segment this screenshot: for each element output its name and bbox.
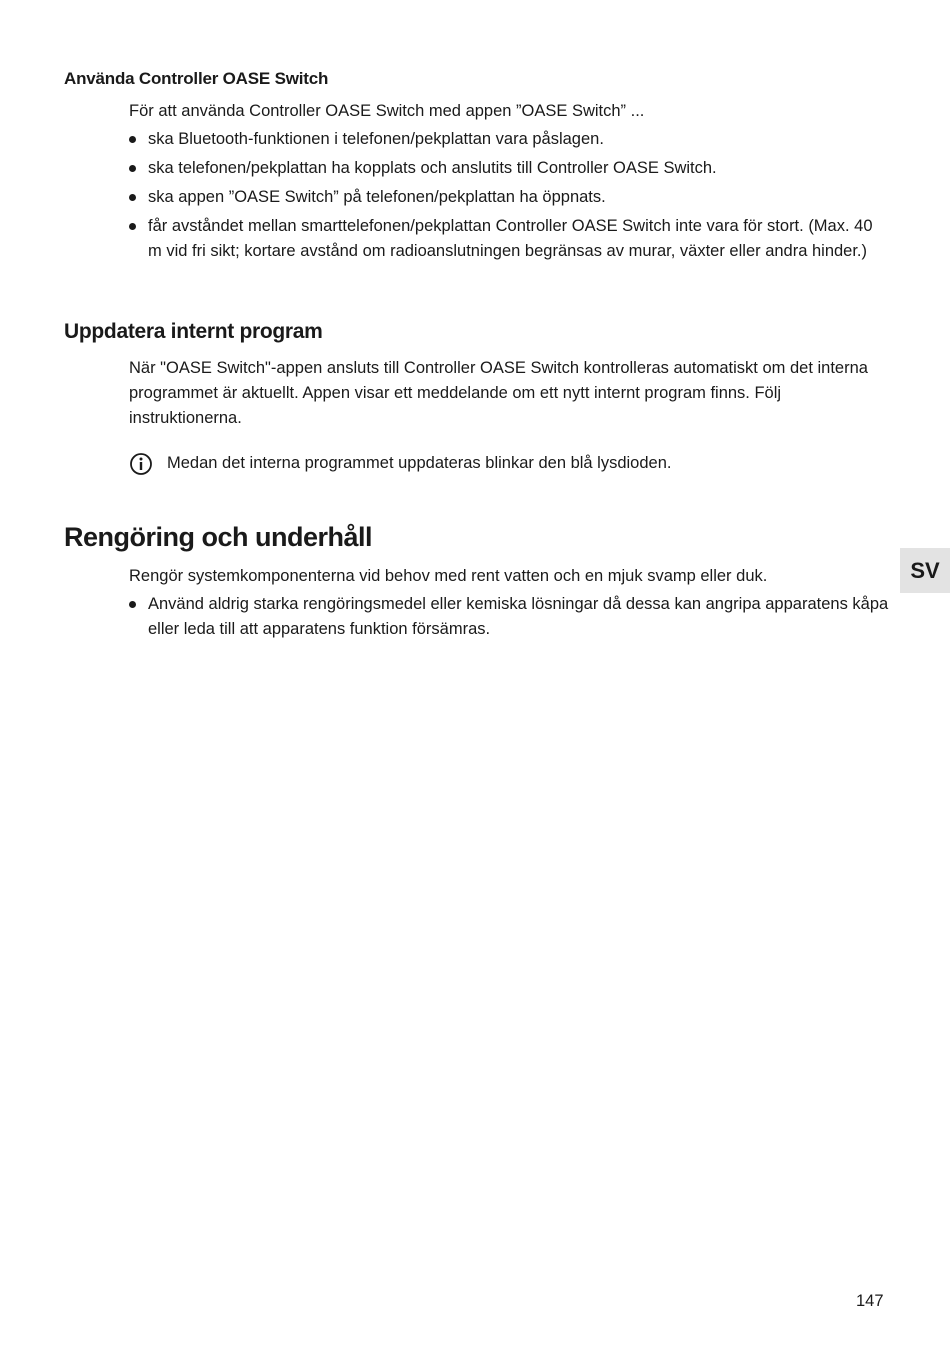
list-item: ska appen ”OASE Switch” på telefonen/pekplattan ha öppnats. [129, 185, 889, 210]
list-item: ska Bluetooth-funktionen i telefonen/pekplattan vara påslagen. [129, 127, 889, 152]
requirements-list [129, 127, 889, 268]
info-note-text: Medan det interna programmet uppdateras blinkar den blå lysdioden. [167, 454, 672, 472]
list-item: Använd aldrig starka rengöringsmedel eller kemiska lösningar då dessa kan angripa apparatens kåpa eller leda till att apparatens funktion försämras. [129, 592, 889, 642]
cleaning-paragraph: Rengör systemkomponenterna vid behov med rent vatten och en mjuk svamp eller duk. [129, 567, 768, 585]
firmware-paragraph: När "OASE Switch"-appen ansluts till Controller OASE Switch kontrolleras automatiskt om det interna programmet är aktuellt. Appen visar ett meddelande om ett nytt internt program finns. Följ instruktionerna. [129, 359, 868, 427]
list-item: får avståndet mellan smarttelefonen/pekplattan Controller OASE Switch inte vara för stort. (Max. 40 m vid fri sikt; kortare avstånd om radioanslutningen begränsas av murar, växter eller andra hinder.) [129, 214, 889, 264]
list-item: ska telefonen/pekplattan ha kopplats och anslutits till Controller OASE Switch. [129, 156, 889, 181]
cleaning-list [129, 592, 889, 646]
section-heading-cleaning: Rengöring och underhåll [64, 522, 373, 552]
info-note [129, 451, 671, 476]
language-tab: SV [900, 548, 950, 593]
page-number: 147 [856, 1292, 884, 1310]
section-heading-using-controller: Använda Controller OASE Switch [64, 69, 329, 88]
info-icon [129, 452, 153, 476]
section-heading-update-firmware: Uppdatera internt program [64, 320, 323, 343]
section-intro: För att använda Controller OASE Switch med appen ”OASE Switch” ... [129, 102, 645, 120]
